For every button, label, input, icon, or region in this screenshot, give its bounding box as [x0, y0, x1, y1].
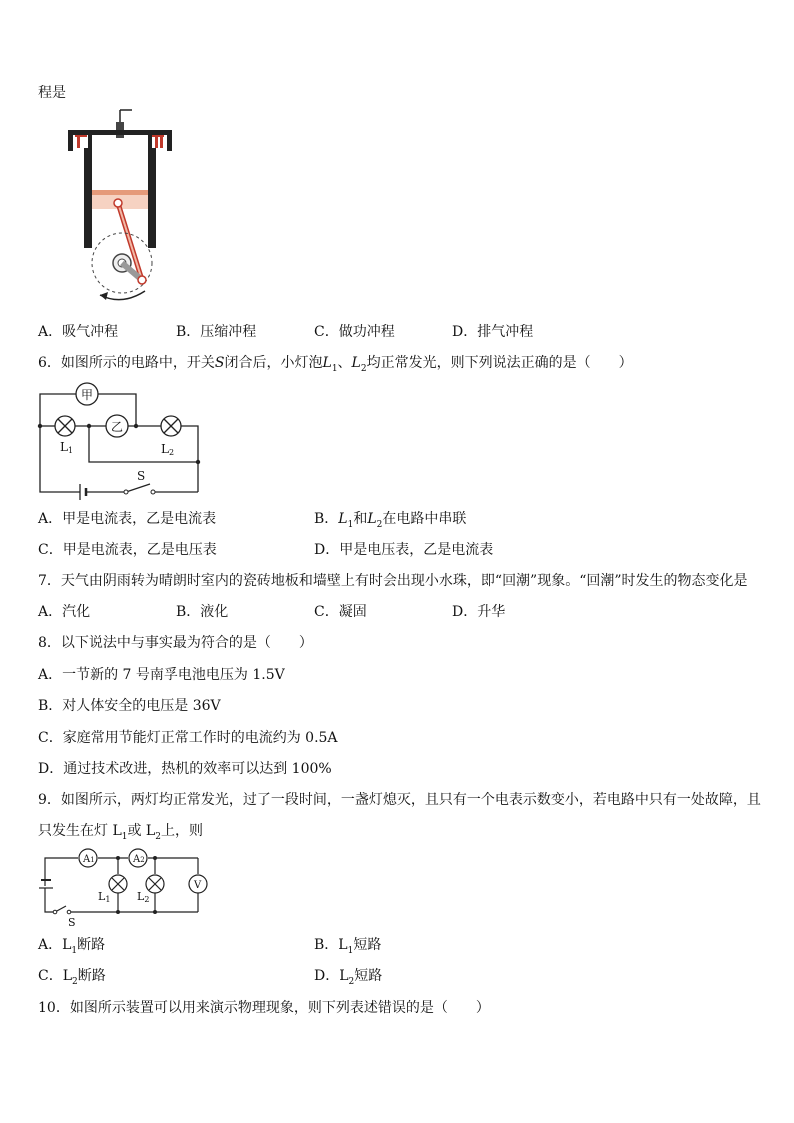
q6-option-d[interactable]: D．甲是电压表，乙是电流表 [314, 542, 494, 558]
q6-opt-b-post: 在电路中串联 [382, 511, 467, 527]
q9-option-d[interactable] [314, 967, 382, 991]
q9-line2-c: 上，则 [160, 823, 203, 839]
q6-l2-sub: 2 [360, 363, 367, 374]
q5-option-b[interactable]: B．压缩冲程 [176, 324, 257, 340]
q5-stem-tail: 程是 [38, 85, 66, 101]
ammeter-a2-label: A2 [133, 854, 145, 865]
q6-l1: L [322, 355, 332, 371]
q7-option-b[interactable]: B．液化 [176, 604, 229, 620]
q6-l2: L [351, 355, 361, 371]
q6-text-b: 闭合后，小灯泡 [224, 355, 323, 371]
q9-line2-sub1: 1 [121, 831, 128, 842]
engine-diagram [60, 108, 180, 298]
q8-option-c[interactable]: C．家庭常用节能灯正常工作时的电流约为 0.5A [38, 730, 338, 746]
q6-switch-s: S [214, 355, 225, 371]
q9-opt-c-text: 断路 [77, 968, 106, 984]
q9-opt-d-text: 短路 [354, 968, 383, 984]
q9-opt-c-label: C．L [38, 968, 73, 984]
q7-option-d[interactable]: D．升华 [452, 604, 506, 620]
q9-line2-b: 或 L [127, 823, 156, 839]
q9-opt-b-text: 短路 [353, 937, 382, 953]
q9-opt-b-sub: 1 [347, 945, 354, 956]
q6-stem [38, 354, 633, 378]
q6-l1-sub: 1 [331, 363, 338, 374]
q9-circuit-diagram [40, 846, 210, 929]
ammeter-a1-label: A1 [83, 854, 95, 865]
q7-stem: 7．天气由阴雨转为晴朗时室内的瓷砖地板和墙壁上有时会出现小水珠，即“回潮”现象。“回潮”时发生的物态变化是 [38, 573, 748, 589]
switch-s-label: S [137, 469, 146, 483]
meter-jia-label: 甲 [80, 388, 94, 402]
q8-stem: 8．以下说法中与事实最为符合的是（ ） [38, 635, 313, 651]
q10-stem: 10．如图所示装置可以用来演示物理现象，则下列表述错误的是（ ） [38, 1000, 490, 1016]
q6-opt-b-and: 和 [353, 511, 368, 527]
q7-option-c[interactable]: C．凝固 [314, 604, 367, 620]
q9-line2-a: 只发生在灯 L [38, 823, 122, 839]
lamp-l2-label: L2 [161, 442, 175, 457]
q6-opt-b-l: L [338, 511, 348, 527]
q9-lamp-l1-label: L1 [98, 890, 111, 904]
q7-option-a[interactable]: A．汽化 [38, 604, 91, 620]
q5-option-c[interactable]: C．做功冲程 [314, 324, 395, 340]
q9-opt-c-sub: 2 [72, 976, 78, 987]
q9-opt-a-label: A．L [38, 937, 72, 953]
q5-option-a[interactable]: A．吸气冲程 [38, 324, 119, 340]
q6-option-a[interactable]: A．甲是电流表，乙是电流表 [38, 511, 217, 527]
q9-option-a[interactable] [38, 936, 105, 960]
q9-line2-sub2: 2 [155, 831, 161, 842]
q9-opt-d-label: D．L [314, 968, 349, 984]
q6-option-b[interactable] [314, 510, 466, 534]
q6-sep: 、 [337, 355, 352, 371]
q6-opt-b-l-2: L [367, 511, 377, 527]
q8-option-a[interactable]: A．一节新的 7 号南孚电池电压为 1.5V [38, 667, 285, 683]
lamp-l1-label: L1 [60, 440, 74, 455]
q9-option-c[interactable] [38, 967, 106, 991]
q9-option-b[interactable] [314, 936, 381, 960]
q9-opt-b-label: B．L [314, 937, 348, 953]
q6-circuit-diagram [36, 376, 206, 498]
q6-opt-b-prefix: B． [314, 511, 339, 527]
q8-option-d[interactable]: D．通过技术改进，热机的效率可以达到 100% [38, 761, 332, 777]
q5-option-d[interactable]: D．排气冲程 [452, 324, 534, 340]
q9-opt-a-text: 断路 [77, 937, 106, 953]
q6-opt-b-sub1: 1 [347, 519, 354, 530]
q9-switch-label: S [68, 916, 76, 929]
q6-number: 6． [38, 355, 61, 371]
voltmeter-label: V [194, 880, 202, 891]
q8-option-b[interactable]: B．对人体安全的电压是 36V [38, 698, 221, 714]
q9-stem-line2 [38, 822, 203, 846]
meter-yi-label: 乙 [110, 420, 124, 434]
q6-text-a: 如图所示的电路中，开关 [60, 355, 215, 371]
q9-stem-line1: 9．如图所示，两灯均正常发光，过了一段时间，一盏灯熄灭，且只有一个电表示数变小，若电路中只有一处故障，且 [38, 792, 761, 808]
q6-opt-b-sub2: 2 [376, 519, 383, 530]
q6-text-c: 均正常发光，则下列说法正确的是（ ） [366, 355, 633, 371]
q9-opt-a-sub: 1 [71, 945, 78, 956]
q6-option-c[interactable]: C．甲是电流表，乙是电压表 [38, 542, 217, 558]
q9-lamp-l2-label: L2 [137, 890, 150, 904]
q9-opt-d-sub: 2 [348, 976, 355, 987]
